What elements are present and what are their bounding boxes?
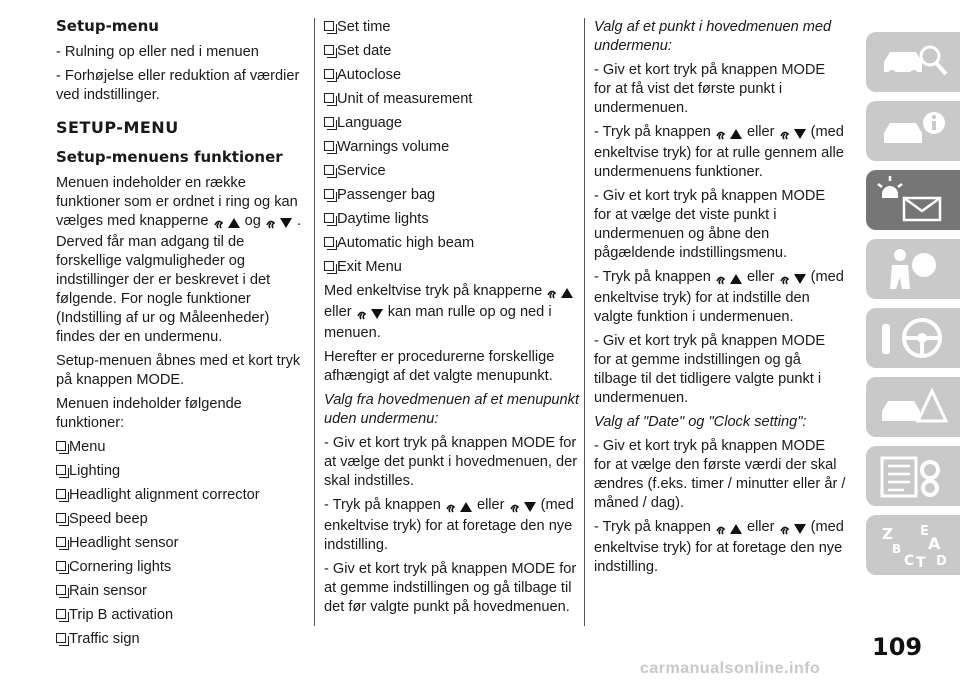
scroll-down-button-icon — [779, 520, 807, 539]
italic-subheading: Valg af "Date" og "Clock setting": — [594, 414, 807, 430]
column-left — [56, 18, 306, 654]
watermark: carmanualsonline.info — [640, 660, 821, 677]
list-item: Set time — [324, 18, 580, 37]
page-number: 109 — [872, 633, 923, 661]
tab-maintenance[interactable] — [866, 446, 960, 506]
checkbox-icon — [324, 69, 334, 79]
checkbox-icon — [324, 117, 334, 127]
checkbox-icon — [56, 609, 66, 619]
checkbox-icon — [56, 489, 66, 499]
svg-text:E: E — [920, 524, 929, 539]
paragraph: Setup-menuen åbnes med et kort tryk på knappen MODE. — [56, 353, 301, 388]
paragraph: - Giv et kort tryk på knappen MODE for at få vist det første punkt i undermenuen. — [594, 62, 826, 116]
heading-setup-menu: Setup-menu — [56, 17, 159, 35]
italic-subheading: Valg af et punkt i hovedmenuen med undermenu: — [594, 19, 832, 54]
column-middle — [324, 18, 580, 622]
scroll-down-button-icon — [779, 270, 807, 289]
checkbox-icon — [324, 45, 334, 55]
checkbox-icon — [324, 213, 334, 223]
tab-emergency[interactable] — [866, 377, 960, 437]
tab-car-info[interactable] — [866, 101, 960, 161]
paragraph: - Giv et kort tryk på knappen MODE for at vælge den første værdi der skal ændres (f.eks. timer / minutter eller år / måned / dag). — [594, 438, 846, 511]
list-item: Warnings volume — [324, 138, 580, 157]
function-list — [56, 438, 306, 649]
scroll-down-button-icon — [356, 305, 384, 324]
car-info-icon — [876, 107, 952, 155]
list-item: Headlight alignment corrector — [56, 486, 306, 505]
paragraph-buttons: - Tryk på knappen eller (med enkeltvise tryk) for at rulle gennem alle undermenuens funktioner. — [594, 124, 844, 180]
tab-index[interactable] — [866, 515, 960, 575]
scroll-up-button-icon — [715, 520, 743, 539]
checkbox-icon — [56, 441, 66, 451]
list-item: Lighting — [56, 462, 306, 481]
paragraph-buttons: Med enkeltvise tryk på knapperne eller kan man rulle op og ned i menuen. — [324, 282, 580, 343]
svg-text:A: A — [928, 534, 941, 553]
paragraph: Menuen indeholder følgende funktioner: — [56, 396, 242, 431]
svg-text:T: T — [916, 555, 926, 569]
checkbox-icon — [324, 21, 334, 31]
checkbox-icon — [324, 141, 334, 151]
list-item: Autoclose — [324, 66, 580, 85]
column-divider — [314, 18, 315, 626]
paragraph-buttons: - Tryk på knappen eller (med enkeltvise tryk) for at foretage den nye indstilling. — [324, 497, 574, 553]
list-gear-icon — [876, 452, 952, 500]
checkbox-icon — [56, 585, 66, 595]
checkbox-icon — [324, 165, 334, 175]
function-list-continued — [324, 18, 580, 277]
car-triangle-icon — [876, 383, 952, 431]
checkbox-icon — [56, 633, 66, 643]
scroll-up-button-icon — [715, 270, 743, 289]
svg-text:C: C — [904, 553, 915, 569]
list-item: Headlight sensor — [56, 534, 306, 553]
paragraph: - Giv et kort tryk på knappen MODE for at vælge det punkt i hovedmenuen, der skal indstilles. — [324, 435, 578, 489]
warning-light-envelope-icon — [876, 176, 952, 224]
steering-wheel-key-icon — [876, 314, 952, 362]
list-item: Passenger bag — [324, 186, 580, 205]
italic-subheading: Valg fra hovedmenuen af et menupunkt uden undermenu: — [324, 392, 580, 427]
list-item: Language — [324, 114, 580, 133]
text: og — [244, 213, 261, 229]
svg-text:D: D — [936, 554, 947, 569]
column-divider — [584, 18, 585, 626]
text: . Derved får man adgang til de forskellige valgmuligheder og indstillinger der er beskrevet i det følgende. For nogle funktioner (Indstilling af ur og Måleenheder) findes der en undermenu. — [56, 213, 302, 345]
heading-setup-menu-caps: SETUP-MENU — [56, 118, 179, 137]
paragraph: - Forhøjelse eller reduktion af værdier ved indstillinger. — [56, 68, 300, 103]
list-item: Service — [324, 162, 580, 181]
checkbox-icon — [324, 261, 334, 271]
tab-safety[interactable] — [866, 239, 960, 299]
checkbox-icon — [56, 537, 66, 547]
tab-warning-lights-messages[interactable] — [866, 170, 960, 230]
list-item: Traffic sign — [56, 630, 306, 649]
list-item: Daytime lights — [324, 210, 580, 229]
scroll-down-button-icon — [509, 498, 537, 517]
scroll-down-button-icon — [779, 125, 807, 144]
paragraph-buttons — [56, 174, 306, 347]
svg-text:Z: Z — [882, 525, 893, 543]
scroll-down-button-icon — [265, 214, 293, 233]
checkbox-icon — [324, 93, 334, 103]
car-search-icon — [876, 38, 952, 86]
tab-starting-driving[interactable] — [866, 308, 960, 368]
paragraph: Herefter er procedurerne forskellige afhængigt af det valgte menupunkt. — [324, 349, 555, 384]
list-item: Trip B activation — [56, 606, 306, 625]
list-item: Speed beep — [56, 510, 306, 529]
paragraph-buttons: - Tryk på knappen eller (med enkeltvise tryk) for at indstille den valgte funktion i undermenuen. — [594, 269, 844, 325]
list-item: Exit Menu — [324, 258, 580, 277]
paragraph-buttons: - Tryk på knappen eller (med enkeltvise tryk) for at foretage den nye indstilling. — [594, 519, 844, 575]
paragraph: - Giv et kort tryk på knappen MODE for at vælge det viste punkt i undermenuen og åbne den pågældende indstillingsmenu. — [594, 188, 826, 261]
list-item: Unit of measurement — [324, 90, 580, 109]
tab-car-search[interactable] — [866, 32, 960, 92]
checkbox-icon — [56, 465, 66, 475]
paragraph: - Giv et kort tryk på knappen MODE for at gemme indstillingen og gå tilbage til det før valgte punkt på hovedmenuen. — [324, 561, 577, 615]
alphabet-index-icon — [876, 521, 952, 569]
text: Menuen indeholder en række funktioner som er ordnet i ring og kan vælges med knapperne — [56, 175, 298, 229]
list-item: Rain sensor — [56, 582, 306, 601]
list-item: Menu — [56, 438, 306, 457]
checkbox-icon — [324, 237, 334, 247]
list-item: Automatic high beam — [324, 234, 580, 253]
checkbox-icon — [56, 561, 66, 571]
scroll-up-button-icon — [213, 214, 241, 233]
scroll-up-button-icon — [715, 125, 743, 144]
paragraph: - Giv et kort tryk på knappen MODE for at gemme indstillingen og gå tilbage til det tidligere valgte punkt i undermenuen. — [594, 333, 826, 406]
list-item: Cornering lights — [56, 558, 306, 577]
list-item: Set date — [324, 42, 580, 61]
checkbox-icon — [56, 513, 66, 523]
heading-setup-functions: Setup-menuens funktioner — [56, 148, 283, 166]
section-tabs — [858, 32, 960, 584]
airbag-person-icon — [876, 245, 952, 293]
scroll-up-button-icon — [546, 284, 574, 303]
scroll-up-button-icon — [445, 498, 473, 517]
paragraph: - Rulning op eller ned i menuen — [56, 44, 259, 60]
svg-text:B: B — [892, 542, 902, 556]
checkbox-icon — [324, 189, 334, 199]
column-right — [594, 18, 846, 582]
